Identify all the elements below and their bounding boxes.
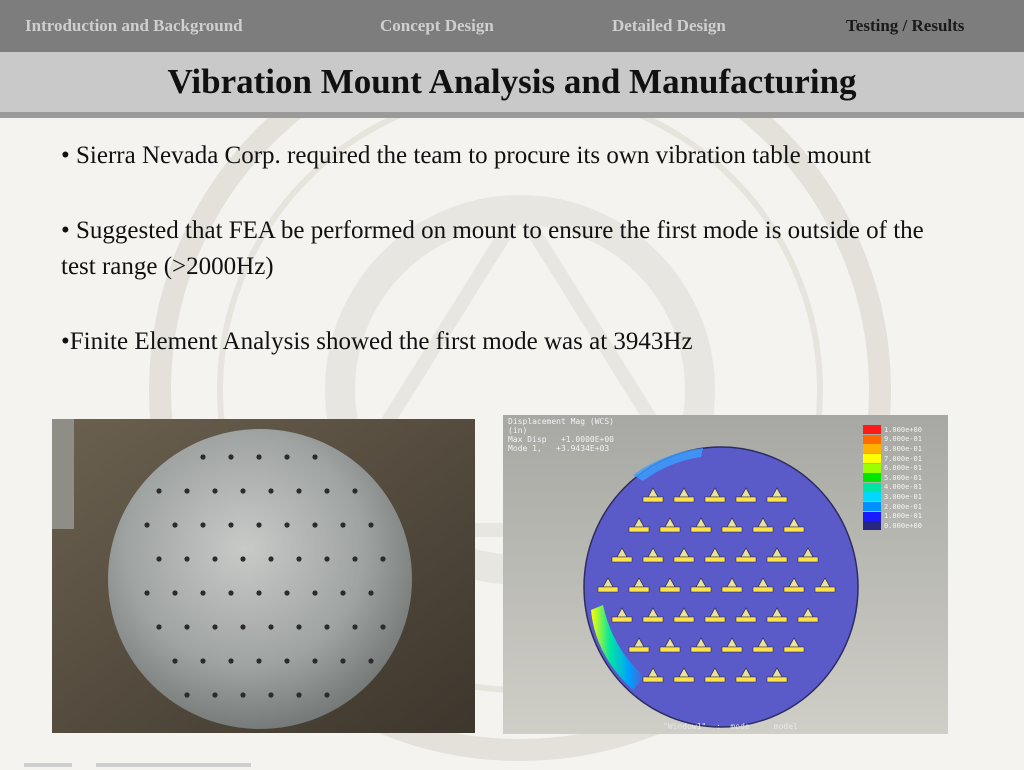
nav-item-testing-results[interactable]: Testing / Results: [846, 16, 965, 35]
mount-plate-photo: [52, 419, 475, 733]
legend-swatch: [863, 502, 881, 511]
legend-swatch: [863, 444, 881, 453]
footer-line: [96, 763, 251, 767]
legend-swatch: [863, 464, 881, 473]
footer-line: [24, 763, 72, 767]
nav-item-detailed-design[interactable]: Detailed Design: [612, 16, 726, 35]
legend-entry: [863, 435, 922, 445]
legend-swatch: [863, 492, 881, 501]
legend-entry: [863, 492, 922, 502]
legend-entry: [863, 502, 922, 512]
bullet-item: •Finite Element Analysis showed the first mode was at 3943Hz: [61, 328, 693, 355]
legend-entry: [863, 521, 922, 531]
legend-entry: [863, 483, 922, 493]
legend-label: 9.000e-01: [884, 435, 922, 444]
legend-entry: [863, 444, 922, 454]
nav-item-introduction[interactable]: Introduction and Background: [25, 16, 243, 35]
bullet-item: • Suggested that FEA be performed on mount to ensure the first mode is outside of the test range (>2000Hz): [61, 217, 924, 280]
legend-label: 2.000e-01: [884, 502, 922, 511]
bullet-list: [61, 138, 961, 399]
fea-result-image: [503, 415, 948, 734]
legend-swatch: [863, 425, 881, 434]
fea-window-caption: "Window1" : mode model: [663, 722, 798, 731]
fea-color-legend: [863, 425, 922, 531]
legend-entry: [863, 425, 922, 435]
nav-item-concept-design[interactable]: Concept Design: [380, 16, 494, 35]
legend-label: 4.000e-01: [884, 483, 922, 492]
legend-label: 1.000e+00: [884, 425, 922, 434]
legend-swatch: [863, 454, 881, 463]
slide-title: Vibration Mount Analysis and Manufacturing: [167, 62, 857, 101]
legend-swatch: [863, 512, 881, 521]
legend-entry: [863, 473, 922, 483]
legend-label: 3.000e-01: [884, 492, 922, 501]
legend-swatch: [863, 473, 881, 482]
section-nav: [0, 0, 1024, 52]
legend-label: 5.000e-01: [884, 473, 922, 482]
fea-result-header: Displacement Mag (WCS) (in) Max Disp +1.0000E+00 Mode 1, +3.9434E+03: [508, 417, 614, 453]
bullet-item: • Sierra Nevada Corp. required the team to procure its own vibration table mount: [61, 142, 871, 169]
legend-label: 0.000e+00: [884, 521, 922, 530]
legend-label: 7.000e-01: [884, 454, 922, 463]
legend-entry: [863, 454, 922, 464]
legend-swatch: [863, 521, 881, 530]
legend-swatch: [863, 483, 881, 492]
legend-label: 1.000e-01: [884, 512, 922, 521]
title-bar: [0, 52, 1024, 118]
legend-entry: [863, 463, 922, 473]
legend-label: 8.000e-01: [884, 444, 922, 453]
legend-swatch: [863, 435, 881, 444]
legend-label: 6.000e-01: [884, 464, 922, 473]
legend-entry: [863, 511, 922, 521]
